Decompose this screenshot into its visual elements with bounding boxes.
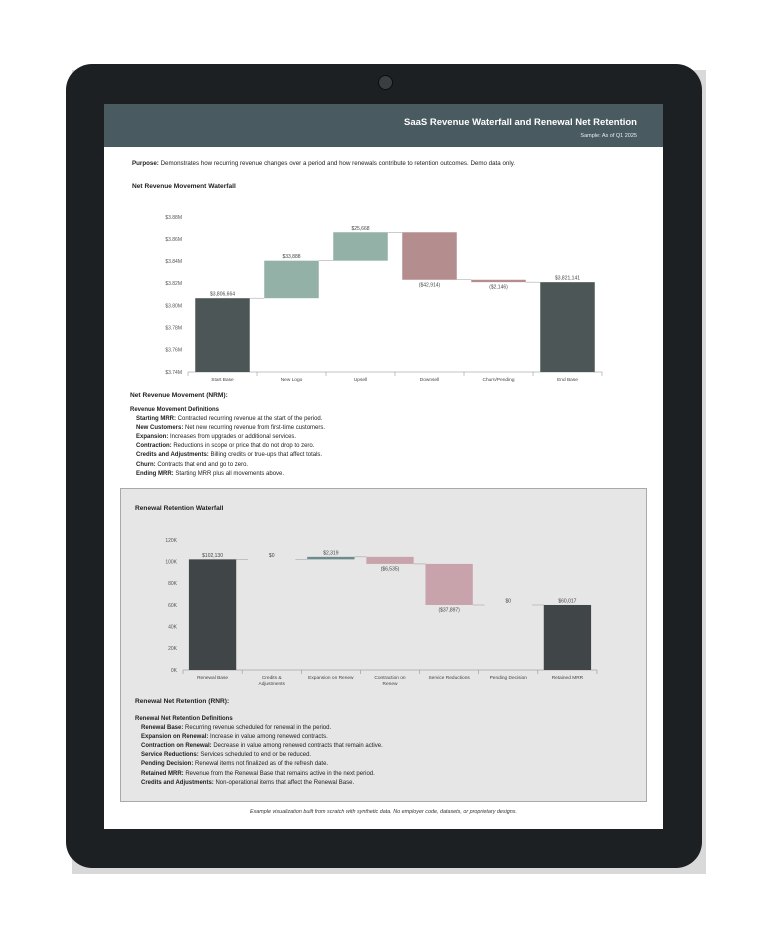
x-category-label: Churn/Pending (482, 378, 515, 383)
x-category-label: Adjustments (258, 682, 285, 687)
y-tick-label: 20K (168, 646, 177, 653)
report-header (104, 104, 663, 147)
report-title: SaaS Revenue Waterfall and Renewal Net Retention (404, 117, 637, 128)
x-category-label: Service Reductions (428, 676, 470, 681)
x-category-label: End Base (557, 378, 578, 383)
nrm-def-item: Credits and Adjustments: Billing credits or true-ups that affect totals. (136, 452, 323, 459)
data-label: $2,319 (323, 550, 339, 557)
y-tick-label: 80K (168, 581, 177, 588)
y-tick-label: 40K (168, 624, 177, 631)
waterfall-bar (333, 232, 388, 260)
rnr-defs-title: Renewal Net Retention Definitions (135, 716, 233, 722)
nrm-chart-title: Net Revenue Movement Waterfall (132, 183, 236, 190)
x-category-label: Renewal Base (197, 676, 229, 681)
purpose-body: Demonstrates how recurring revenue changes over a period and how renewals contribute to retention outcomes. Demo data only. (160, 160, 516, 167)
data-label: ($2,146) (489, 284, 508, 291)
x-category-label: Retained MRR (551, 676, 584, 681)
rnr-def-item: Renewal Base: Recurring revenue scheduled for renewal in the period. (141, 725, 332, 732)
rnr-chart-title: Renewal Retention Waterfall (135, 505, 224, 512)
waterfall-bar (544, 605, 591, 670)
y-tick-label: 120K (165, 537, 177, 544)
y-tick-label: $3.86M (165, 236, 182, 243)
nrm-def-item: Ending MRR: Starting MRR plus all movements above. (136, 470, 285, 477)
purpose-label: Purpose: (132, 160, 159, 167)
data-label: ($42,914) (418, 282, 441, 289)
rnr-waterfall-chart (150, 532, 610, 692)
nrm-waterfall-chart (154, 209, 604, 389)
data-label: $0 (505, 598, 512, 605)
waterfall-bar (307, 557, 354, 560)
waterfall-bar (402, 232, 457, 280)
y-tick-label: $3.84M (165, 259, 182, 266)
rnr-def-item: Contraction on Renewal: Decrease in value among renewed contracts that remain active. (141, 743, 383, 750)
y-tick-label: 60K (168, 602, 177, 609)
rnr-def-item: Pending Decision: Renewal items not finalized as of the refresh date. (141, 761, 329, 768)
footer-note: Example visualization built from scratch with synthetic data. No employer code, datasets, or proprietary designs. (250, 809, 517, 815)
rnr-def-item: Retained MRR: Revenue from the Renewal Base that remains active in the next period. (141, 770, 375, 777)
x-category-label: Pending Decision (489, 676, 527, 681)
x-category-label: Credits & (261, 676, 282, 681)
nrm-heading: Net Revenue Movement (NRM): (130, 392, 228, 399)
y-tick-label: $3.80M (165, 303, 182, 310)
report-subtitle: Sample: As of Q1 2025 (580, 133, 637, 139)
nrm-def-item: Expansion: Increases from upgrades or additional services. (136, 434, 297, 441)
y-tick-label: $3.88M (165, 214, 182, 221)
purpose-text (132, 160, 515, 167)
data-label: ($6,535) (380, 566, 400, 573)
nrm-def-item: New Customers: Net new recurring revenue from first-time customers. (136, 425, 326, 432)
nrm-def-item: Contraction: Reductions in scope or price that do not drop to zero. (136, 443, 315, 450)
waterfall-bar (366, 557, 413, 564)
rnr-heading: Renewal Net Retention (RNR): (135, 698, 230, 705)
y-tick-label: $3.76M (165, 347, 182, 354)
y-tick-label: $3.74M (165, 369, 182, 376)
x-category-label: Contraction on (374, 676, 406, 681)
x-category-label: Start Base (211, 378, 234, 383)
nrm-definitions (130, 406, 325, 479)
waterfall-bar (189, 559, 236, 670)
data-label: $3,806,664 (209, 291, 236, 298)
y-tick-label: $3.78M (165, 325, 182, 332)
x-category-label: New Logo (280, 378, 303, 383)
rnr-definitions (135, 715, 383, 788)
waterfall-bar (195, 298, 250, 372)
data-label: $102,130 (202, 552, 224, 559)
x-category-label: Upsell (353, 378, 368, 383)
waterfall-bar (540, 282, 595, 372)
x-category-label: Renew (382, 682, 398, 687)
data-label: $60,017 (558, 598, 577, 605)
nrm-def-item: Starting MRR: Contracted recurring revenue at the start of the period. (136, 416, 323, 423)
report-screen (104, 104, 663, 829)
data-label: ($37,897) (438, 607, 460, 614)
data-label: $33,888 (282, 254, 301, 261)
data-label: $25,668 (351, 225, 370, 232)
data-label: $0 (268, 552, 275, 559)
nrm-defs-title: Revenue Movement Definitions (130, 407, 220, 413)
y-tick-label: $3.82M (165, 281, 182, 288)
camera-icon (378, 75, 393, 90)
data-label: $3,821,141 (554, 275, 581, 282)
waterfall-bar (471, 280, 526, 282)
rnr-def-item: Expansion on Renewal: Increase in value among renewed contracts. (141, 734, 328, 741)
nrm-def-item: Churn: Contracts that end and go to zero. (136, 461, 249, 468)
waterfall-bar (264, 261, 319, 299)
y-tick-label: 0K (170, 667, 177, 674)
x-category-label: Downsell (419, 378, 440, 383)
x-category-label: Expansion on Renew (308, 676, 354, 681)
y-tick-label: 100K (165, 559, 177, 566)
rnr-def-item: Service Reductions: Services scheduled to end or be reduced. (141, 752, 312, 759)
rnr-def-item: Credits and Adjustments: Non-operational items that affect the Renewal Base. (141, 779, 355, 786)
waterfall-bar (425, 564, 472, 605)
